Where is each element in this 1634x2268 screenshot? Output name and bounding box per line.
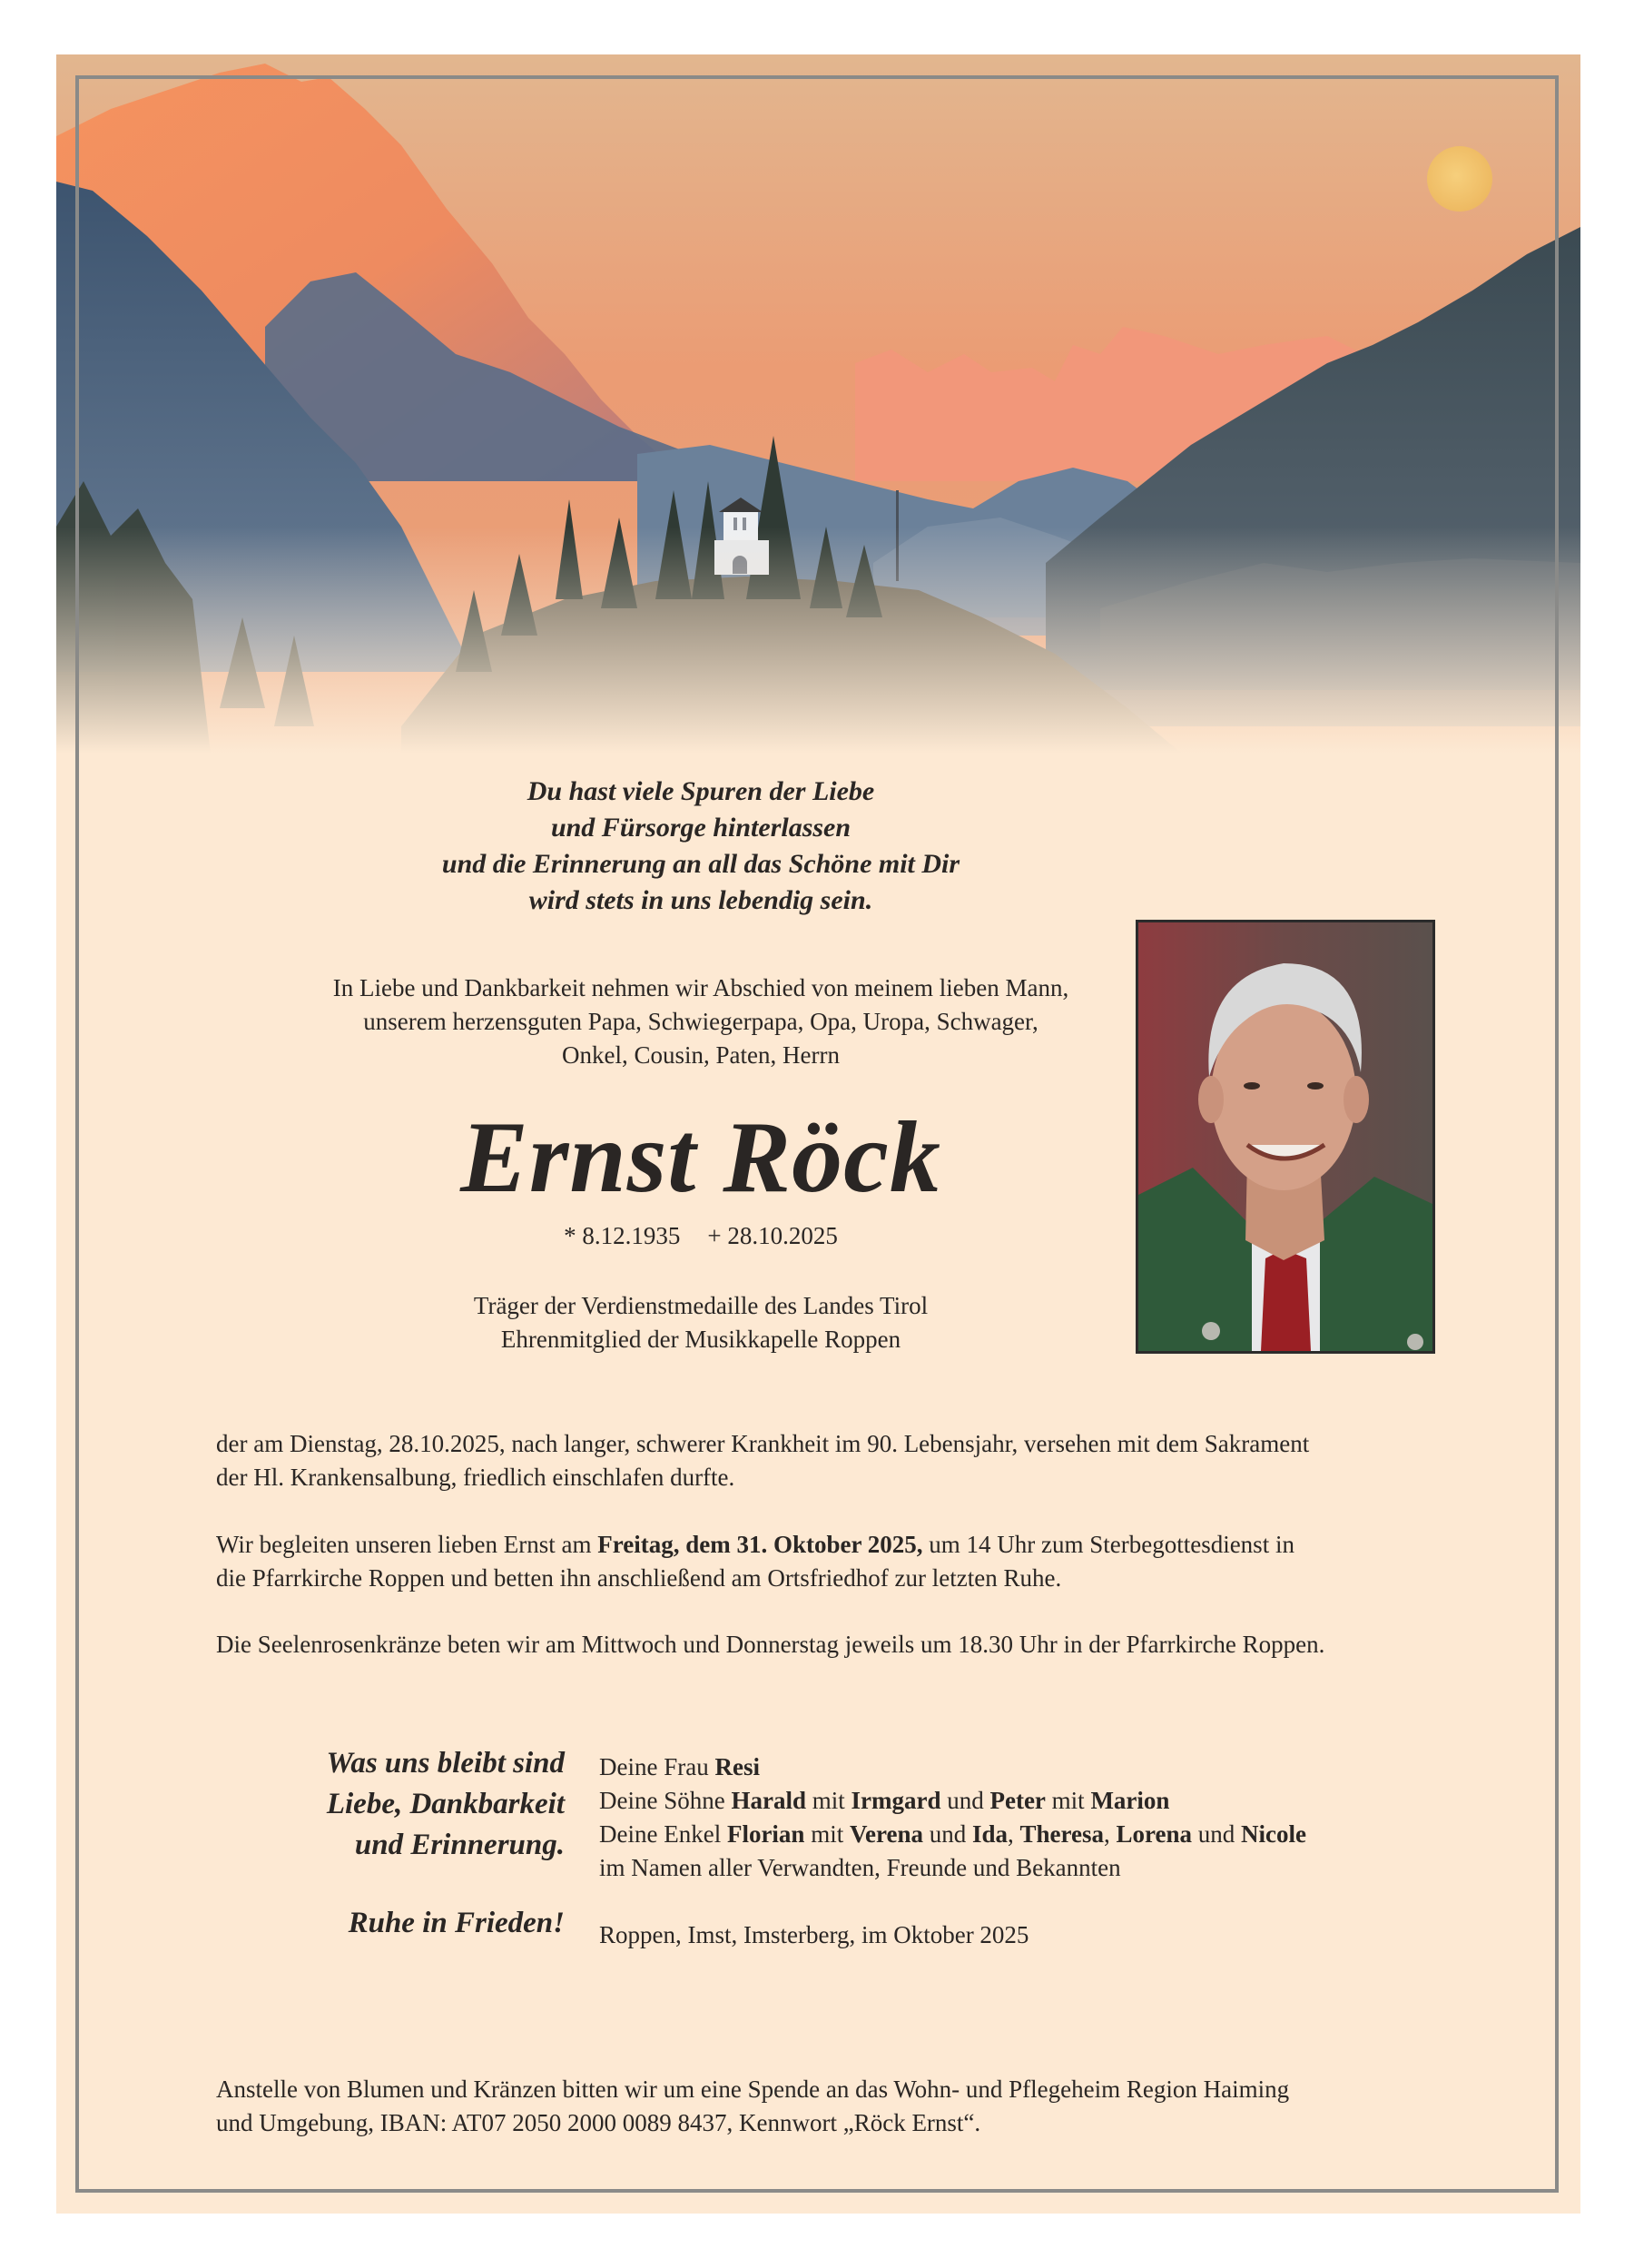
family-name: Peter (989, 1787, 1046, 1814)
intro-line: Onkel, Cousin, Paten, Herrn (562, 1041, 840, 1069)
family-name: Harald (731, 1787, 806, 1814)
memorial-poem (283, 774, 1118, 919)
family-sons (599, 1784, 1507, 1818)
donation-line: Anstelle von Blumen und Kränzen bitten wir um eine Spende an das Wohn- und Pflegeheim Region Haiming (216, 2076, 1290, 2103)
moon-icon (1427, 146, 1492, 212)
paragraph-line: der am Dienstag, 28.10.2025, nach langer, schwerer Krankheit im 90. Lebensjahr, versehen mit dem Sakrament (216, 1430, 1310, 1457)
poem-line: Du hast viele Spuren der Liebe (527, 776, 875, 806)
birth-date: * 8.12.1935 (564, 1222, 681, 1249)
poem-line: und Fürsorge hinterlassen (550, 813, 851, 843)
funeral-date: Freitag, dem 31. Oktober 2025, (597, 1531, 923, 1558)
family-name: Nicole (1241, 1820, 1306, 1848)
text-span: , (1104, 1820, 1117, 1848)
quote-line: Was uns bleibt sind (326, 1747, 565, 1780)
text-span: mit (1045, 1787, 1091, 1814)
intro-line: unserem herzensguten Papa, Schwiegerpapa, Opa, Uropa, Schwager, (363, 1008, 1038, 1035)
text-span: und (922, 1820, 972, 1848)
obituary-page (56, 54, 1580, 2214)
honor-line: Träger der Verdienstmedaille des Landes Tirol (473, 1292, 929, 1319)
paragraph-line (216, 1528, 1469, 1562)
deceased-name: Ernst Röck (460, 1101, 941, 1214)
text-span: , (1008, 1820, 1020, 1848)
family-name: Theresa (1019, 1820, 1104, 1848)
text-span: Deine Frau (599, 1753, 715, 1780)
text-span: mit (805, 1787, 851, 1814)
donation-line: und Umgebung, IBAN: AT07 2050 2000 0089 8437, Kennwort „Röck Ernst“. (216, 2109, 981, 2136)
family-name: Verena (849, 1820, 923, 1848)
death-date: + 28.10.2025 (707, 1222, 838, 1249)
paragraph-line: der Hl. Krankensalbung, friedlich einschlafen durfte. (216, 1464, 735, 1491)
intro-line: In Liebe und Dankbarkeit nehmen wir Abschied von meinem lieben Mann, (332, 974, 1069, 1001)
text-span: um 14 Uhr zum Sterbegottesdienst in (922, 1531, 1294, 1558)
family-name: Florian (726, 1820, 805, 1848)
announcement-paragraph (216, 1427, 1469, 1494)
family-name: Resi (714, 1753, 760, 1780)
portrait-illustration (1138, 922, 1432, 1351)
family-others: im Namen aller Verwandten, Freunde und Bekannten (599, 1854, 1121, 1881)
text-span: Deine Enkel (599, 1820, 727, 1848)
landscape-image (56, 54, 1580, 754)
rosary-paragraph: Die Seelenrosenkränze beten wir am Mittwoch und Donnerstag jeweils um 18.30 Uhr in der Pfarrkirche Roppen. (216, 1631, 1325, 1658)
mountain-sunset-illustration (56, 54, 1580, 754)
closing-quote (192, 1743, 565, 1944)
paragraph-line: die Pfarrkirche Roppen und betten ihn anschließend am Ortsfriedhof zur letzten Ruhe. (216, 1564, 1062, 1592)
donation-note (216, 2073, 1469, 2140)
family-wife (599, 1750, 1507, 1784)
family-name: Marion (1090, 1787, 1170, 1814)
poem-line: wird stets in uns lebendig sein. (528, 885, 873, 915)
place-date: Roppen, Imst, Imsterberg, im Oktober 2025 (599, 1921, 1029, 1948)
text-span: mit (804, 1820, 850, 1848)
quote-line: und Erinnerung. (354, 1829, 565, 1861)
quote-line: Liebe, Dankbarkeit (326, 1788, 565, 1820)
text-span: und (940, 1787, 990, 1814)
family-name: Irmgard (851, 1787, 941, 1814)
rest-in-peace: Ruhe in Frieden! (348, 1907, 565, 1939)
family-name: Ida (971, 1820, 1008, 1848)
funeral-paragraph (216, 1528, 1469, 1595)
family-name: Lorena (1116, 1820, 1193, 1848)
text-span: und (1192, 1820, 1242, 1848)
life-dates (238, 1219, 1164, 1252)
intro-text (192, 971, 1209, 1072)
honor-line: Ehrenmitglied der Musikkapelle Roppen (500, 1326, 901, 1353)
portrait-photo (1136, 920, 1435, 1354)
text-span: Wir begleiten unseren lieben Ernst am (216, 1531, 598, 1558)
poem-line: und die Erinnerung an all das Schöne mit Dir (441, 849, 960, 879)
honors (238, 1289, 1164, 1356)
family-grandchildren (599, 1818, 1507, 1851)
family-list (599, 1750, 1507, 1952)
text-span: Deine Söhne (599, 1787, 732, 1814)
